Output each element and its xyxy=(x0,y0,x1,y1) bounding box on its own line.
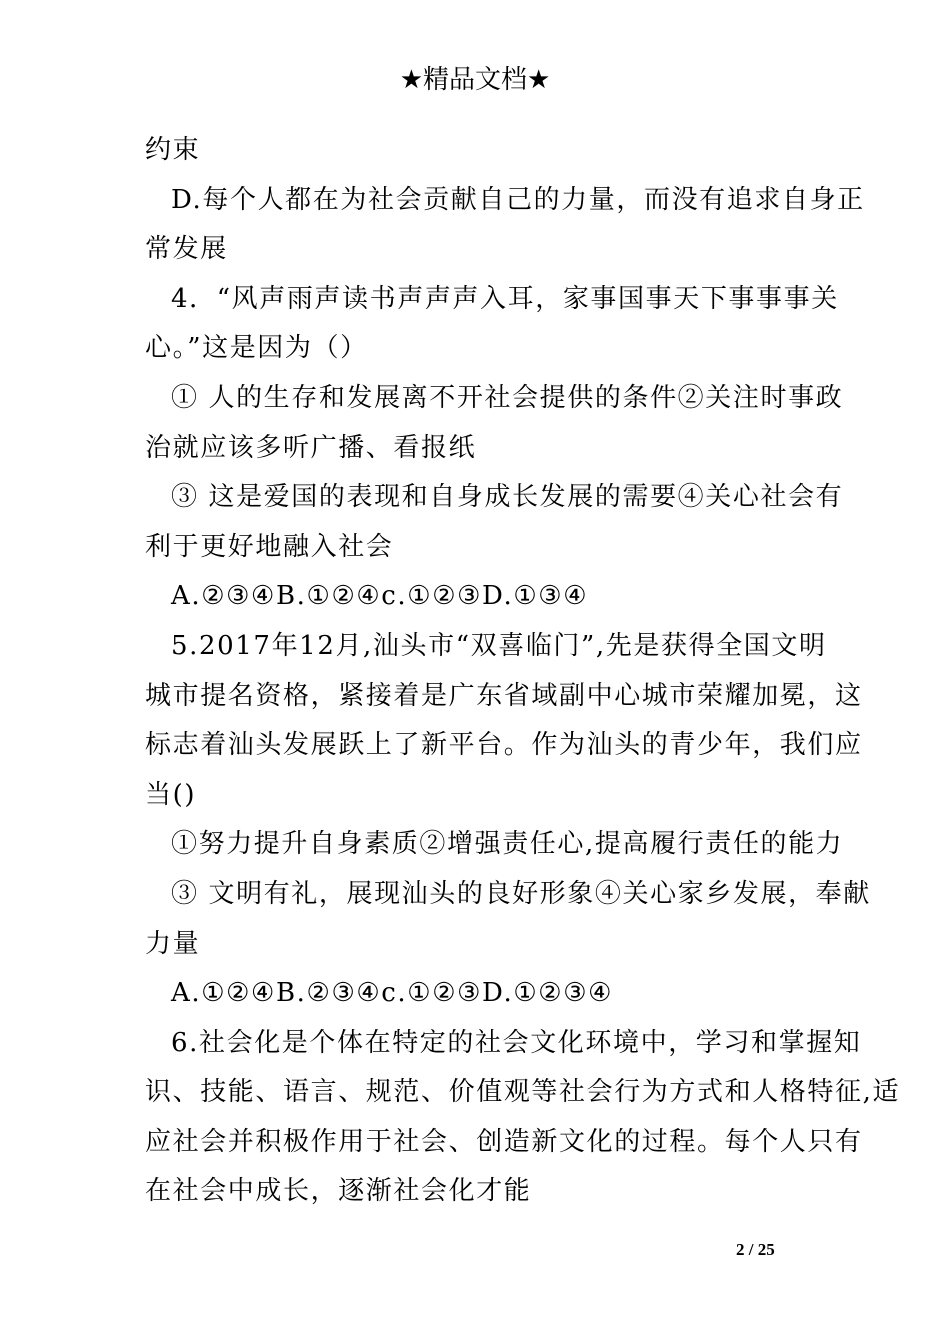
text-line: 治就应该多听广播、看报纸 xyxy=(145,432,477,463)
text-line: 识、技能、语言、规范、价值观等社会行为方式和人格特征,适 xyxy=(145,1077,901,1108)
option-line: ① 人的生存和发展离不开社会提供的条件②关注时事政 xyxy=(171,382,844,413)
text-line: 城市提名资格，紧接着是广东省域副中心城市荣耀加冕，这 xyxy=(145,680,863,711)
text-line: 力量 xyxy=(145,928,201,959)
option-line: ③ 文明有礼，展现汕头的良好形象④关心家乡发展，奉献 xyxy=(171,878,871,909)
option-line: ③ 这是爱国的表现和自身成长发展的需要④关心社会有 xyxy=(171,482,844,513)
question-5-text: 5.2017年12月,汕头市“双喜临门”,先是获得全国文明 xyxy=(171,630,827,661)
page-number: 2 / 25 xyxy=(736,1240,775,1259)
text-line: 常发展 xyxy=(145,234,228,265)
question-6-text: 6.社会化是个体在特定的社会文化环境中，学习和掌握知 xyxy=(171,1027,862,1058)
text-line: 约束 xyxy=(145,135,201,165)
text-line: 利于更好地融入社会 xyxy=(145,531,394,562)
text-line: 心。”这是因为（） xyxy=(145,333,368,364)
text-line: 应社会并积极作用于社会、创造新文化的过程。每个人只有 xyxy=(145,1126,863,1157)
text-line: 标志着汕头发展跃上了新平台。作为汕头的青少年，我们应 xyxy=(145,730,863,761)
answer-choices: A.①②④B.②③④c.①②③D.①②③④ xyxy=(171,978,614,1009)
page-header-title: ★精品文档★ xyxy=(399,65,551,95)
option-line: ①努力提升自身素质②增强责任心,提高履行责任的能力 xyxy=(171,829,844,860)
text-line: 当() xyxy=(145,779,197,810)
document-body xyxy=(145,126,901,1217)
answer-choices: A.②③④B.①②④c.①②③D.①③④ xyxy=(171,581,589,612)
text-line: 在社会中成长，逐渐社会化才能 xyxy=(145,1176,532,1207)
text-line: D.每个人都在为社会贡献自己的力量，而没有追求自身正 xyxy=(171,184,865,215)
question-4-text: 4．“风声雨声读书声声声入耳，家事国事天下事事事关 xyxy=(171,283,839,314)
